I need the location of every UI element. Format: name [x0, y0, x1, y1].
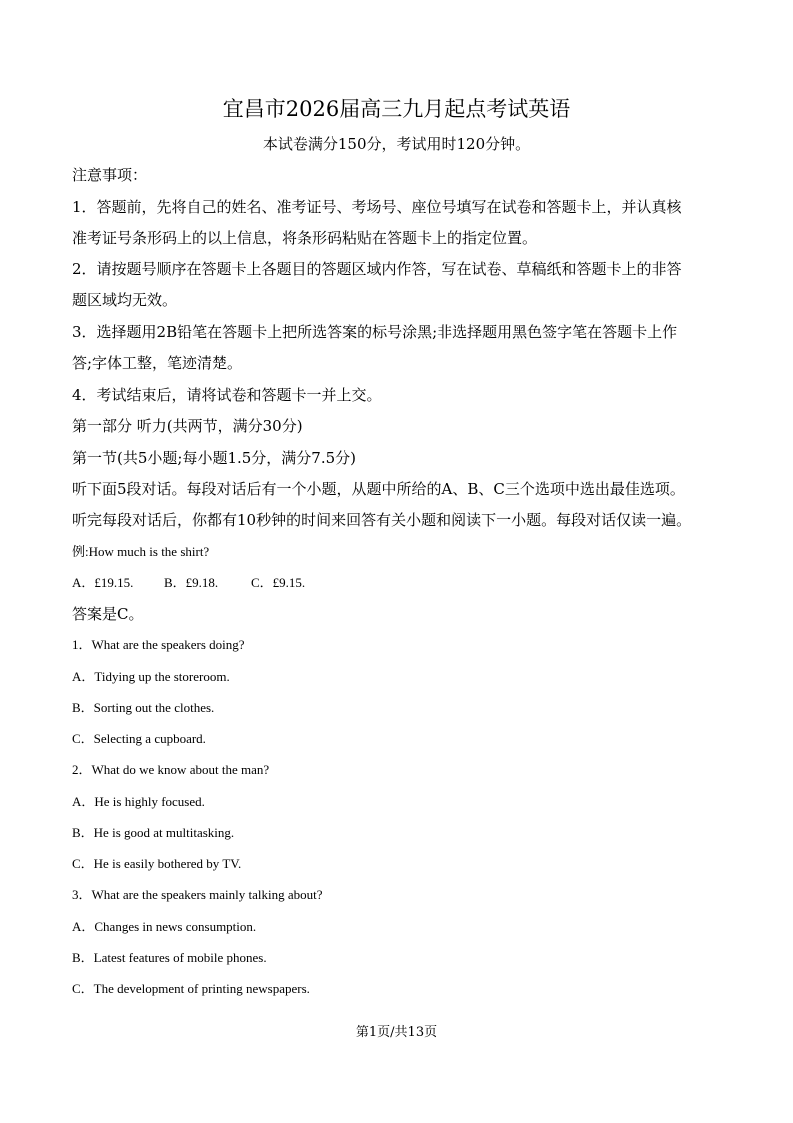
- instruction-line-2: 听完每段对话后，你都有10秒钟的时间来回答有关小题和阅读下一小题。每段对话仅读一遍。: [72, 511, 692, 529]
- notice-item-3-line-1: 3．选择题用2B铅笔在答题卡上把所选答案的标号涂黑;非选择题用黑色签字笔在答题卡上作: [72, 323, 678, 341]
- question-3-option-c: C．The development of printing newspapers.: [72, 981, 310, 996]
- question-2-option-a: A．He is highly focused.: [72, 794, 205, 809]
- question-2-option-c: C．He is easily bothered by TV.: [72, 856, 242, 871]
- notice-item-4: 4．考试结束后，请将试卷和答题卡一并上交。: [72, 386, 382, 404]
- example-option-a: A．£19.15.: [72, 575, 134, 590]
- example-options: [72, 573, 732, 593]
- question-1-option-a: A．Tidying up the storeroom.: [72, 669, 230, 684]
- question-2-option-b: B．He is good at multitasking.: [72, 825, 235, 840]
- question-3-stem: 3．What are the speakers mainly talking about?: [72, 887, 323, 902]
- question-1-option-b: B．Sorting out the clothes.: [72, 700, 215, 715]
- section-one-heading: 第一节(共5小题;每小题1.5分，满分7.5分): [72, 449, 357, 467]
- notice-item-1-line-1: 1．答题前，先将自己的姓名、准考证号、考场号、座位号填写在试卷和答题卡上，并认真核: [72, 198, 682, 216]
- notice-item-3-line-2: 答;字体工整，笔迹清楚。: [72, 354, 243, 372]
- notice-item-2-line-2: 题区域均无效。: [72, 291, 178, 309]
- question-3-option-b: B．Latest features of mobile phones.: [72, 950, 267, 965]
- part-one-heading: 第一部分 听力(共两节，满分30分): [72, 417, 303, 435]
- exam-title: 宜昌市2026届高三九月起点考试英语: [222, 97, 571, 121]
- question-2-stem: 2．What do we know about the man?: [72, 762, 270, 777]
- question-1-option-c: C．Selecting a cupboard.: [72, 731, 206, 746]
- example-answer: 答案是C。: [72, 605, 144, 623]
- notice-item-2-line-1: 2．请按题号顺序在答题卡上各题目的答题区域内作答，写在试卷、草稿纸和答题卡上的非答: [72, 260, 682, 278]
- page-number: 第1页/共13页: [355, 1025, 438, 1040]
- instruction-line-1: 听下面5段对话。每段对话后有一个小题，从题中所给的A、B、C三个选项中选出最佳选项。: [72, 480, 685, 498]
- question-3-option-a: A．Changes in news consumption.: [72, 919, 257, 934]
- notice-heading: 注意事项：: [72, 166, 148, 184]
- example-option-b: B．£9.18.: [164, 575, 219, 590]
- exam-subtitle: 本试卷满分150分，考试用时120分钟。: [262, 135, 531, 153]
- notice-item-1-line-2: 准考证号条形码上的以上信息，将条形码粘贴在答题卡上的指定位置。: [72, 229, 538, 247]
- question-1-stem: 1．What are the speakers doing?: [72, 637, 245, 652]
- example-option-c: C．£9.15.: [251, 575, 306, 590]
- example-question: 例:How much is the shirt?: [72, 544, 210, 559]
